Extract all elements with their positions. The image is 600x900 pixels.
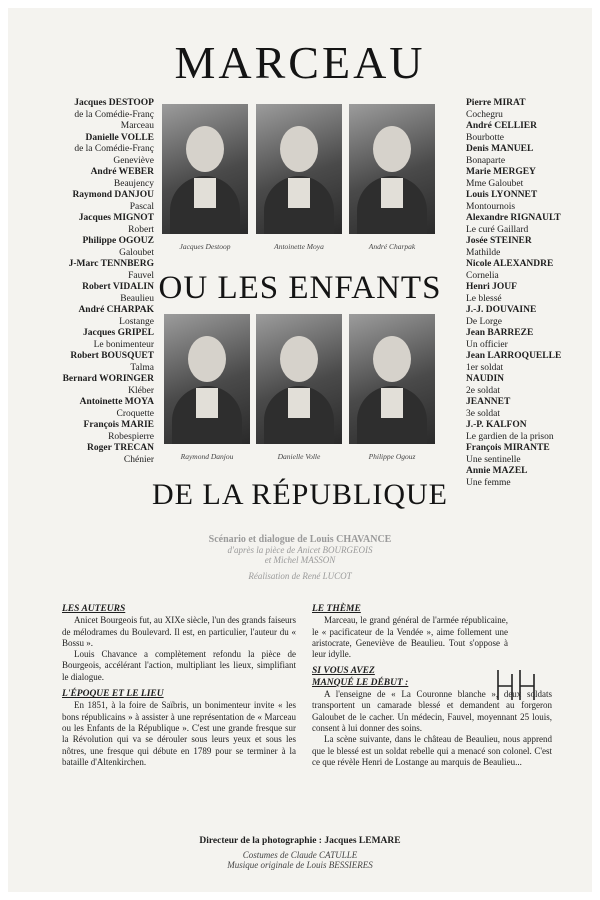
cast-actor: Jean BARREZE xyxy=(466,328,534,338)
cast-role: Lostange xyxy=(119,316,154,327)
cast-actor: Raymond DANJOU xyxy=(72,190,154,200)
section-heading: MANQUÉ LE DÉBUT : xyxy=(312,677,409,688)
cast-actor: Philippe OGOUZ xyxy=(82,236,154,246)
section-paragraph: Marceau, le grand général de l'armée républicaine, le « pacificateur de la Vendée », aime follement une aristocrate, Geneviève de Beaulieu. Tout s'oppose à leur idylle. xyxy=(312,615,508,660)
cast-actor: J.-P. KALFON xyxy=(466,420,527,430)
cast-role: Beaulieu xyxy=(120,293,154,304)
title-line-1: MARCEAU xyxy=(174,37,426,88)
cast-actor: André WEBER xyxy=(90,167,154,177)
credit-photo: Directeur de la photographie : Jacques LEMARE xyxy=(199,836,401,846)
cast-role: Geneviève xyxy=(113,155,154,166)
cast-role: Robert xyxy=(128,224,154,235)
cast-role: 2e soldat xyxy=(466,385,501,396)
scenario-line: et Michel MASSON xyxy=(264,555,336,565)
cast-role: Mme Galoubet xyxy=(466,178,524,189)
title-line-2: OU LES ENFANTS xyxy=(158,270,442,306)
cast-role: Kléber xyxy=(128,385,154,396)
cast-role: Beaujency xyxy=(113,178,154,189)
title-line-3: DE LA RÉPUBLIQUE xyxy=(152,478,448,511)
photo-caption: Danielle Volle xyxy=(277,452,321,461)
section-heading: LE THÈME xyxy=(312,604,361,614)
cast-actor: Annie MAZEL xyxy=(466,466,528,476)
credit-music: Musique originale de Louis BESSIERES xyxy=(227,860,373,870)
cast-actor: François MIRANTE xyxy=(466,443,550,453)
cast-role: Cornelia xyxy=(466,270,499,281)
cast-actor: JEANNET xyxy=(466,397,511,407)
cast-role: Le blessé xyxy=(466,293,502,304)
section-paragraph: La scène suivante, dans le château de Beaulieu, nous apprend que le blessé est un soldat rebelle qui a menacé son colonel. C'est ce que révèle Henri de Lostange au marquis de Beaulieu... xyxy=(312,734,552,767)
cast-role: Le bonimenteur xyxy=(93,339,154,350)
cast-actor: Louis LYONNET xyxy=(466,190,538,200)
cast-actor: Denis MANUEL xyxy=(466,144,534,154)
cast-role: de la Comédie-Franç xyxy=(74,144,154,154)
cast-actor: J-Marc TENNBERG xyxy=(68,259,154,269)
section-paragraph: Anicet Bourgeois fut, au XIXe siècle, l'un des grands faiseurs de mélodrames du Boulevard. Il est, en particulier, l'auteur du « Bossu ». xyxy=(62,615,296,648)
cast-actor: Antoinette MOYA xyxy=(79,397,154,407)
photo-caption: Philippe Ogouz xyxy=(368,452,416,461)
scenario-line: d'après la pièce de Anicet BOURGEOIS xyxy=(227,545,373,555)
cast-role: Cochegru xyxy=(466,109,503,120)
realisation-line: Réalisation de René LUCOT xyxy=(248,571,352,581)
section-heading: SI VOUS AVEZ xyxy=(312,666,375,677)
cast-list-left xyxy=(8,98,154,466)
section-heading: LES AUTEURS xyxy=(62,604,126,614)
cast-actor: Pierre MIRAT xyxy=(466,98,526,108)
cast-actor: Henri JOUF xyxy=(466,282,517,292)
cast-role: Croquette xyxy=(116,408,154,419)
cast-actor: Jacques GRIPEL xyxy=(83,328,154,338)
section-paragraph: En 1851, à la foire de Saïbris, un bonimenteur invite « les bons républicains » à assister à une représentation de « Marceau ou les Enfants de la République ». C'est une grande fresque sur la Révolution qui va se dérouler sous leurs yeux et sous les nôtres, une fresque qui débute en 1789 pour se terminer à la bataille d'Altenkirchen. xyxy=(62,700,296,767)
cast-actor: André CELLIER xyxy=(466,121,537,131)
cast-role: Le curé Gaillard xyxy=(466,224,529,235)
photo-caption: Raymond Danjou xyxy=(180,452,234,461)
cast-role: 1er soldat xyxy=(466,362,504,373)
cast-role: Bourbotte xyxy=(466,132,504,143)
cast-role: Mathilde xyxy=(466,247,501,258)
photo-caption: Antoinette Moya xyxy=(274,242,324,251)
portrait-photo-icon xyxy=(256,104,342,234)
scenario-line: Scénario et dialogue de Louis CHAVANCE xyxy=(208,534,392,545)
cast-actor: Danielle VOLLE xyxy=(85,132,154,143)
cast-role: Une femme xyxy=(466,477,511,488)
text-column-left xyxy=(62,604,296,768)
cast-actor: François MARIE xyxy=(83,420,154,430)
cast-role: Robespierre xyxy=(108,431,154,442)
portrait-photo-icon xyxy=(349,314,435,444)
cast-actor: Roger TRECAN xyxy=(87,443,154,453)
cast-actor: Robert BOUSQUET xyxy=(70,351,154,361)
section-paragraph: Louis Chavance a complètement refondu la pièce de Bourgeois, accélérant l'action, multipliant les lieux, simplifiant le dialogue. xyxy=(62,649,296,682)
cast-role: Fauvel xyxy=(128,270,154,281)
credit-costumes: Costumes de Claude CATULLE xyxy=(242,850,358,860)
chairs-icon xyxy=(494,666,538,704)
cast-role: Le gardien de la prison xyxy=(466,431,554,442)
cast-actor: Josée STEINER xyxy=(466,236,532,246)
portrait-photo-icon xyxy=(256,314,342,444)
cast-actor: J.-J. DOUVAINE xyxy=(466,305,537,315)
cast-actor: Alexandre RIGNAULT xyxy=(466,213,561,223)
cast-actor: Jacques MIGNOT xyxy=(78,213,154,223)
cast-role: Un officier xyxy=(466,339,508,350)
cast-actor: Jacques DESTOOP xyxy=(74,98,154,108)
photo-caption: Jacques Destoop xyxy=(179,242,231,251)
cast-actor: Nicole ALEXANDRE xyxy=(466,259,554,269)
cast-role: Montournois xyxy=(466,201,516,212)
portrait-photo-icon xyxy=(164,314,250,444)
cast-role: de la Comédie-Franç xyxy=(74,109,154,120)
cast-role: Galoubet xyxy=(119,247,154,258)
photo-caption: André Charpak xyxy=(368,242,416,251)
cast-role: De Lorge xyxy=(466,316,502,327)
cast-actor: Bernard WORINGER xyxy=(62,374,154,384)
cast-actor: NAUDIN xyxy=(466,374,504,384)
scenario-credits xyxy=(0,534,600,581)
cast-actor: André CHARPAK xyxy=(78,305,154,315)
cast-role: Bonaparte xyxy=(466,155,506,166)
cast-role: Pascal xyxy=(129,201,154,212)
cast-actor: Marie MERGEY xyxy=(466,167,536,177)
cast-list-right xyxy=(466,98,596,489)
portrait-photo-icon xyxy=(349,104,435,234)
technical-credits xyxy=(0,836,600,870)
cast-role: Une sentinelle xyxy=(466,454,521,465)
cast-role: Talma xyxy=(130,362,154,373)
cast-role: 3e soldat xyxy=(466,408,501,419)
cast-role: Marceau xyxy=(120,121,154,131)
portrait-photo-icon xyxy=(162,104,248,234)
section-heading: L'ÉPOQUE ET LE LIEU xyxy=(62,689,164,700)
section-paragraph: A l'enseigne de « La Couronne blanche », deux soldats transportent un camarade blessé et demandent au forgeron Galoubet de le cacher. Un médecin, Fauvel, moyennant 25 louis, consent à lui donner des soins. xyxy=(312,689,552,733)
cast-role: Chénier xyxy=(123,454,154,465)
cast-actor: Jean LARROQUELLE xyxy=(466,351,562,361)
cast-actor: Robert VIDALIN xyxy=(82,282,154,292)
